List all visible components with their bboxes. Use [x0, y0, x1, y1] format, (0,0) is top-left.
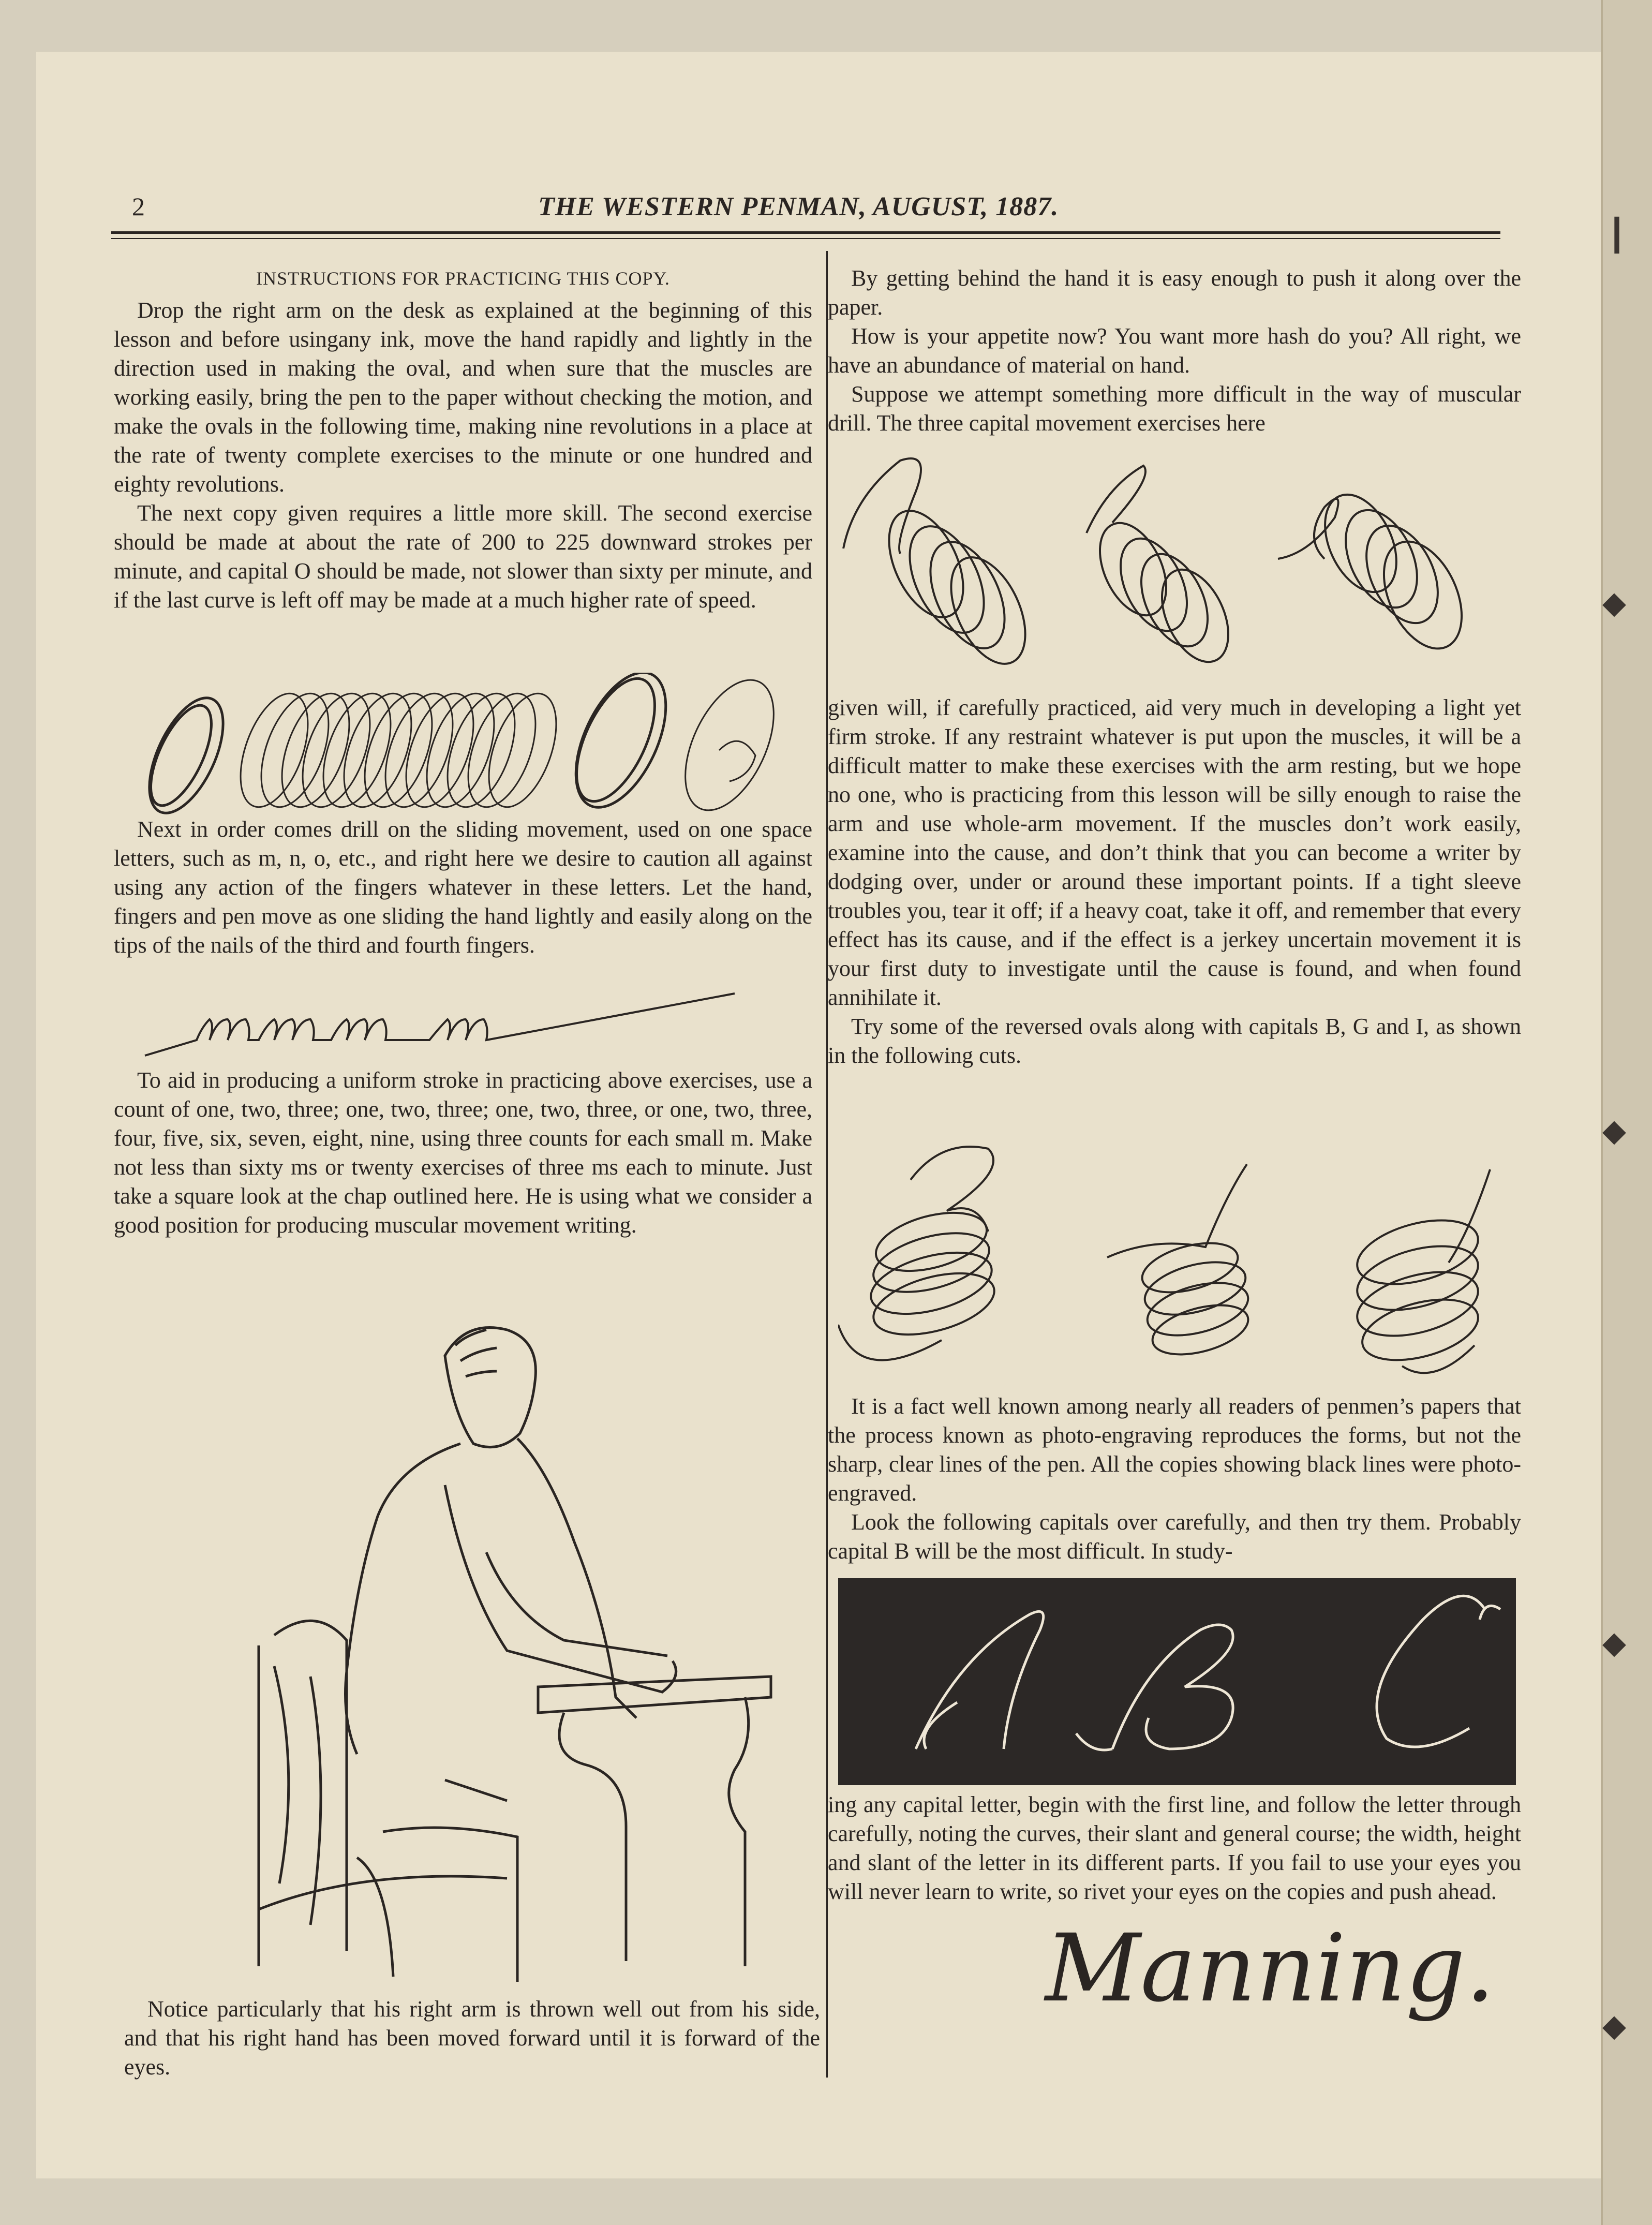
- oval-exercise-illustration: [140, 673, 823, 828]
- binding-stitch: ◆: [1602, 1114, 1626, 1148]
- header-rule: [111, 231, 1500, 234]
- page-header: [114, 191, 1500, 222]
- paragraph: given will, if carefully practiced, aid very much in developing a light yet firm stroke. If any restraint whatever is put upon the muscles, it will be a difficult matter to make these exercises with the arm resting, but we hope no one, who is practicing from this lesson will be silly enough to raise the arm and use whole-arm movement. If the muscles don’t work easily, examine into the cause, and don’t think that you can become a writer by dodging over, under or around these important points. If a tight sleeve troubles you, tear it off; if a heavy coat, take it off, and remember that every effect has its cause, and if the effect is a jerkey uncertain movement it is your first duty to investigate until the cause is found, and when found annihilate it.: [828, 695, 1521, 1010]
- right-column-block-3: [828, 1392, 1521, 1566]
- paragraph: Drop the right arm on the desk as explained at the beginning of this lesson and before usingany ink, move the hand rapidly and lightly in the direction used in making the oval, and when sure that the muscles are working easily, bring the pen to the paper without checking the motion, and make the ovals in the following time, making nine revolutions in a place at the rate of twenty complete exercises to the minute or one hundred and eighty revolutions.: [114, 298, 812, 497]
- right-column-block-1: [828, 264, 1521, 438]
- binding-stitch: ◆: [1602, 2009, 1626, 2043]
- right-column-block-4: [828, 1790, 1521, 1906]
- left-column-block-4: [124, 1995, 820, 2082]
- left-column-block-3: [114, 1066, 812, 1240]
- binding-stitch: ◆: [1602, 586, 1626, 620]
- header-rule: [111, 238, 1500, 239]
- paragraph: How is your appetite now? You want more hash do you? All right, we have an abundance of material on hand.: [828, 323, 1521, 378]
- paragraph: ing any capital letter, begin with the first line, and follow the letter through carefully, noting the curves, their slant and general course; the width, height and slant of the letter in its different parts. If you fail to use your eyes you will never learn to write, so rivet your eyes on the copies and push ahead.: [828, 1792, 1521, 1904]
- paragraph: The next copy given requires a little more skill. The second exercise should be made at about the rate of 200 to 225 downward strokes per minute, and capital O should be made, not slower than sixty per minute, and if the last curve is left off may be made at a much higher rate of speed.: [114, 500, 812, 613]
- capital-movement-exercises-illustration: [838, 455, 1521, 704]
- paragraph: Next in order comes drill on the sliding movement, used on one space letters, such as m, n, o, etc., and right here we desire to caution all against using any action of the fingers whatever in these letters. Let the hand, fingers and pen move as one sliding the hand lightly and easily along on the tips of the nails of the third and fourth fingers.: [114, 817, 812, 958]
- right-column-block-2: [828, 693, 1521, 1070]
- paragraph: To aid in producing a uniform stroke in practicing above exercises, use a count of one, two, three; one, two, three; one, two, three, or one, two, three, four, five, six, seven, eight, nine, using three counts for each small m. Make not less than sixty ms or twenty exercises of three ms each to minute. Just take a square look at the chap outlined here. He is using what we consider a good position for producing muscular movement writing.: [114, 1067, 812, 1238]
- paragraph: Look the following capitals over carefully, and then try them. Probably capital B will be the most difficult. In study-: [828, 1509, 1521, 1564]
- writer-position-illustration: [228, 1314, 786, 1987]
- paragraph: By getting behind the hand it is easy enough to push it along over the paper.: [828, 265, 1521, 320]
- capitals-a-b-c-illustration: [838, 1578, 1516, 1785]
- instructions-subheading: INSTRUCTIONS FOR PRACTICING THIS COPY.: [256, 268, 670, 289]
- page-title: THE WESTERN PENMAN, AUGUST, 1887.: [538, 192, 1059, 221]
- left-column-block-2: [114, 815, 812, 960]
- paragraph: It is a fact well known among nearly all readers of penmen’s papers that the process known as photo-engraving reproduces the forms, but not the sharp, clear lines of the pen. All the copies showing black lines were photo-engraved.: [828, 1393, 1521, 1506]
- paragraph: Notice particularly that his right arm is thrown well out from his side, and that his right hand has been moved forward until it is forward of the eyes.: [124, 1996, 820, 2080]
- photo-engraved-capitals-panel: [838, 1578, 1516, 1785]
- left-column-block-1: [114, 264, 812, 615]
- reversed-ovals-illustration: [838, 1138, 1521, 1387]
- binding-stitch: ◆: [1602, 1626, 1626, 1660]
- paragraph: Try some of the reversed ovals along with capitals B, G and I, as shown in the following cuts.: [828, 1014, 1521, 1068]
- binding-stitch: ┃: [1607, 218, 1626, 253]
- author-signature: Manning.: [1045, 1915, 1495, 2023]
- sliding-m-exercise-illustration: [140, 988, 750, 1066]
- paragraph: Suppose we attempt something more difficult in the way of muscular drill. The three capital movement exercises here: [828, 381, 1521, 436]
- page-number: 2: [132, 192, 145, 221]
